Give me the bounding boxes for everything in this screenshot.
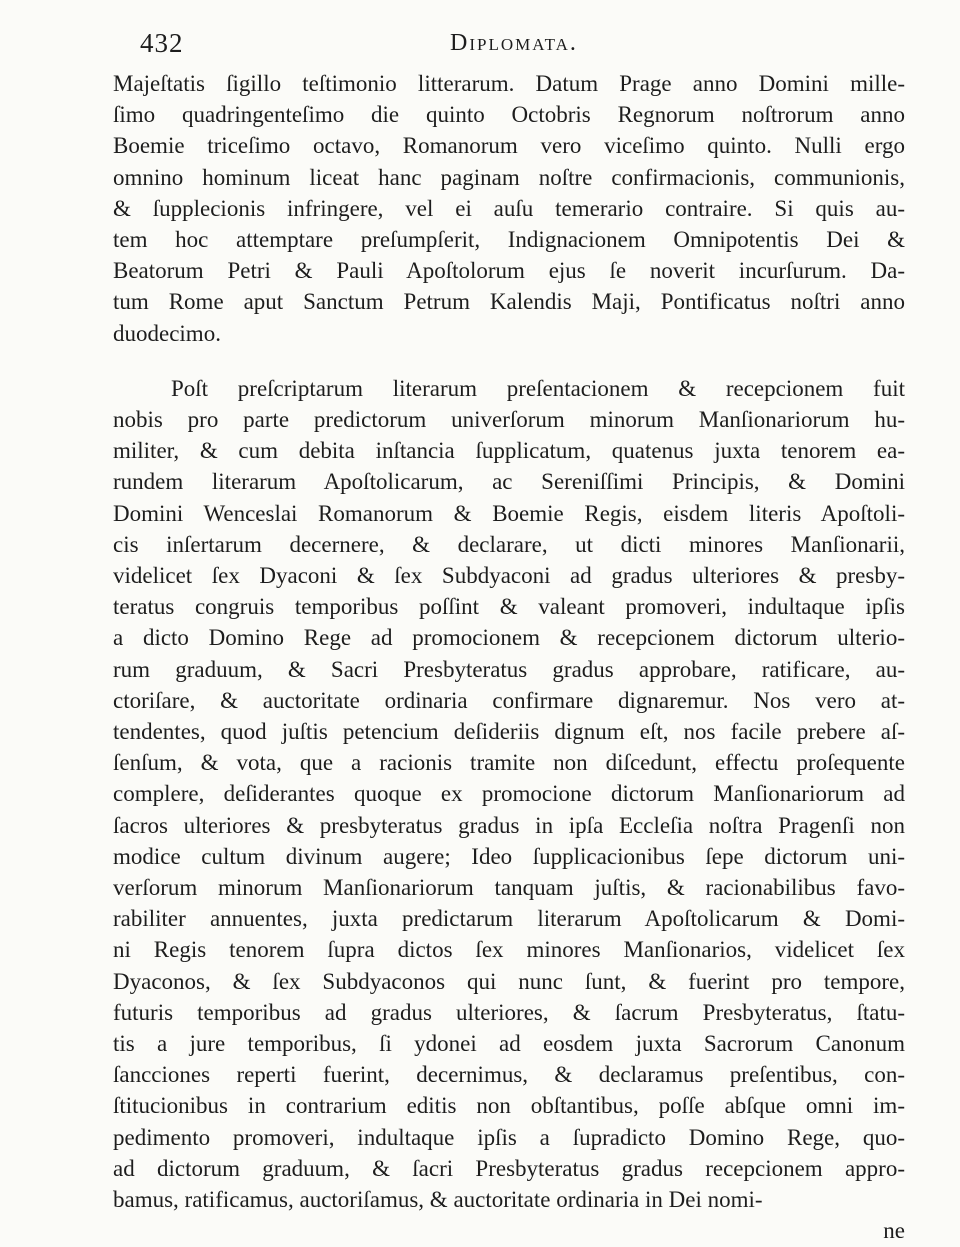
- page-number: 432: [140, 28, 184, 58]
- text-line: militer, & cum debita inſtancia ſupplicatum, quatenus juxta tenorem ea-: [113, 438, 905, 464]
- text-line: Poſt preſcriptarum literarum preſentacionem & recepcionem fuit: [171, 375, 905, 401]
- text-line: Beatorum Petri & Pauli Apoſtolorum ejus ſe noverit incurſurum. Da-: [113, 258, 905, 284]
- text-line: ſtitucionibus in contrarium editis non obſtantibus, poſſe abſque omni im-: [113, 1093, 905, 1119]
- text-line: rabiliter annuentes, juxta predictarum literarum Apoſtolicarum & Domi-: [113, 906, 905, 932]
- text-line: tem hoc attemptare preſumpſerit, Indignacionem Omnipotentis Dei &: [113, 227, 905, 252]
- text-line: teratus congruis temporibus poſſint & valeant promoveri, indultaque ipſis: [113, 594, 905, 620]
- running-head: Diplomata.: [450, 30, 578, 56]
- text-line: ad dictorum graduum, & ſacri Presbyteratus gradus recepcionem appro-: [113, 1155, 905, 1181]
- text-line: & ſupplecionis infringere, vel ei auſu temerario contraire. Si quis au-: [113, 195, 905, 221]
- catchword: ne: [883, 1218, 905, 1244]
- text-line: rundem literarum Apoſtolicarum, ac Sereniſſimi Principis, & Domini: [113, 469, 905, 495]
- text-line: ctoriſare, & auctoritate ordinaria confirmare dignaremur. Nos vero at-: [113, 687, 905, 713]
- text-line: bamus, ratificamus, auctoriſamus, & auctoritate ordinaria in Dei nomi-: [113, 1187, 763, 1212]
- text-line: Boemie triceſimo octavo, Romanorum vero viceſimo quinto. Nulli ergo: [113, 133, 905, 159]
- text-line: modice cultum divinum augere; Ideo ſupplicacionibus ſepe dictorum uni-: [113, 843, 905, 869]
- text-line: futuris temporibus ad gradus ulteriores, & ſacrum Presbyteratus, ſtatu-: [113, 999, 905, 1025]
- text-line: tum Rome aput Sanctum Petrum Kalendis Maji, Pontificatus noſtri anno: [113, 289, 905, 315]
- text-line: Domini Wenceslai Romanorum & Boemie Regis, eisdem literis Apoſtoli-: [113, 500, 905, 526]
- text-line: tis a jure temporibus, ſi ydonei ad eosdem juxta Sacrorum Canonum: [113, 1031, 905, 1056]
- text-line: nobis pro parte predictorum univerſorum minorum Manſionariorum hu-: [113, 407, 905, 432]
- text-line: duodecimo.: [113, 320, 221, 346]
- text-line: complere, deſiderantes quoque ex promocione dictorum Manſionariorum ad: [113, 781, 905, 807]
- text-line: ſancciones reperti fuerint, decernimus, & declaramus preſentibus, con-: [113, 1062, 905, 1088]
- text-line: cis inſertarum decernere, & declarare, ut dicti minores Manſionarii,: [113, 531, 905, 557]
- text-line: Majeſtatis ſigillo teſtimonio litterarum. Datum Prage anno Domini mille-: [113, 71, 905, 96]
- text-line: verſorum minorum Manſionariorum tanquam juſtis, & racionabilibus favo-: [113, 875, 905, 900]
- text-line: omnino hominum liceat hanc paginam noſtre confirmacionis, communionis,: [113, 164, 905, 190]
- text-line: tendentes, quod juſtis petencium deſideriis dignum eſt, nos facile prebere aſ-: [113, 719, 905, 744]
- page-header: [140, 28, 840, 64]
- text-line: ni Regis tenorem ſupra dictos ſex minores Manſionarios, videlicet ſex: [113, 937, 905, 963]
- text-line: Dyaconos, & ſex Subdyaconos qui nunc ſunt, & fuerint pro tempore,: [113, 968, 905, 994]
- text-line: pedimento promoveri, indultaque ipſis a ſupradicto Domino Rege, quo-: [113, 1124, 905, 1150]
- text-line: a dicto Domino Rege ad promocionem & recepcionem dictorum ulterio-: [113, 625, 905, 651]
- text-line: ſimo quadringenteſimo die quinto Octobris Regnorum noſtrorum anno: [113, 102, 905, 128]
- text-line: ſacros ulteriores & presbyteratus gradus in ipſa Eccleſia noſtra Pragenſi non: [113, 812, 905, 838]
- text-line: ſenſum, & vota, que a racionis tramite non diſcedunt, effectu proſequente: [113, 750, 905, 776]
- text-line: rum graduum, & Sacri Presbyteratus gradus approbare, ratificare, au-: [113, 656, 905, 682]
- text-line: videlicet ſex Dyaconi & ſex Subdyaconi ad gradus ulteriores & presby-: [113, 563, 905, 588]
